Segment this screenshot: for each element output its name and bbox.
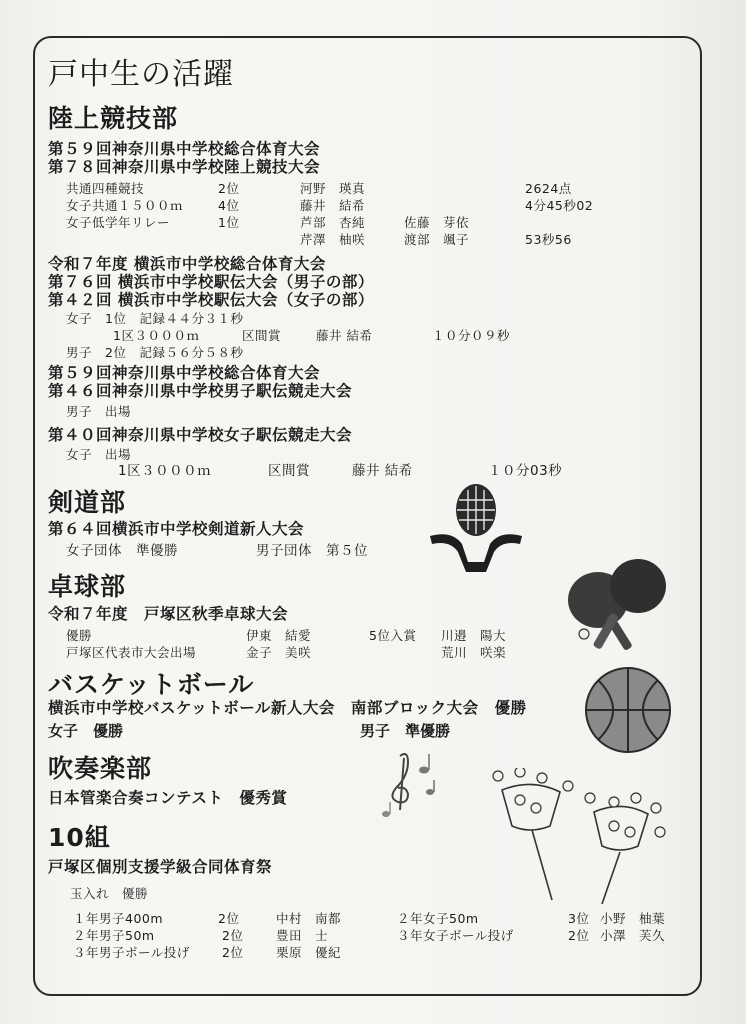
ekiden-girls-section: 1区３０００ｍ <box>113 328 200 343</box>
class10-heading: 10組 <box>48 823 111 852</box>
girls-name: 藤井 結希 <box>352 463 413 479</box>
result-record: 53秒56 <box>525 232 572 247</box>
tabletennis-event: 令和７年度 戸塚区秋季卓球大会 <box>48 605 289 623</box>
tamaire-basket-icon <box>490 768 670 908</box>
page-title: 戸中生の活躍 <box>48 57 234 92</box>
left-place: 2位 <box>222 945 244 960</box>
kendo-boys-result: 男子団体 第５位 <box>256 543 368 559</box>
basketball-event: 横浜市中学校バスケットボール新人大会 南部ブロック大会 優勝 <box>48 699 527 717</box>
left-name: 豊田 士 <box>276 928 329 943</box>
result-cat: 共通四種競技 <box>66 181 145 196</box>
result-name2: 佐藤 芽依 <box>404 215 470 230</box>
ekiden-boys-result: 男子 2位 記録５６分５８秒 <box>66 345 244 360</box>
band-heading: 吹奏楽部 <box>48 754 153 783</box>
kendo-event: 第６４回横浜市中学校剣道新人大会 <box>48 520 305 538</box>
result-place: 1位 <box>218 215 240 230</box>
tt-top5-name1: 川邉 陽大 <box>441 628 507 643</box>
result-name: 芦部 杏純 <box>300 215 366 230</box>
boys-entry: 男子 出場 <box>66 404 132 419</box>
result-record: 2624点 <box>525 181 572 196</box>
athletics-event5-line1: 第５９回神奈川県中学校総合体育大会 <box>48 364 321 382</box>
tt-row2-label: 戸塚区代表市大会出場 <box>66 645 197 660</box>
basketball-girls-result: 女子 優勝 <box>48 722 124 740</box>
left-cat: ２年男子50m <box>73 928 155 943</box>
tt-row2-names: 金子 美咲 <box>246 645 312 660</box>
result-place: 2位 <box>218 181 240 196</box>
left-name: 栗原 優紀 <box>276 945 342 960</box>
athletics-event3: 第７６回 横浜市中学校駅伝大会（男子の部） <box>48 273 374 291</box>
athletics-event2: 令和７年度 横浜市中学校総合体育大会 <box>48 255 326 273</box>
right-place: 2位 <box>568 928 590 943</box>
left-cat: ３年男子ボール投げ <box>73 945 190 960</box>
result-place: 4位 <box>218 198 240 213</box>
athletics-heading: 陸上競技部 <box>48 104 179 133</box>
left-name: 中村 南都 <box>276 911 342 926</box>
basketball-boys-result: 男子 準優勝 <box>360 722 451 740</box>
ekiden-girls-time: １０分０９秒 <box>432 328 511 343</box>
right-name: 小澤 芙久 <box>600 928 666 943</box>
music-note-icon <box>378 748 442 832</box>
athletics-event6: 第４０回神奈川県中学校女子駅伝競走大会 <box>48 426 353 444</box>
result-name: 藤井 結希 <box>300 198 366 213</box>
tt-top5-name2: 荒川 咲楽 <box>441 645 507 660</box>
tt-row1-names: 伊東 結愛 <box>246 628 312 643</box>
left-place: 2位 <box>218 911 240 926</box>
kendo-helmet-icon <box>428 482 524 578</box>
girls-entry: 女子 出場 <box>66 447 132 462</box>
athletics-event1-line1: 第５９回神奈川県中学校総合体育大会 <box>48 140 321 158</box>
athletics-event1-line2: 第７８回神奈川県中学校陸上競技大会 <box>48 158 321 176</box>
girls-section: 1区３０００ｍ <box>118 463 212 479</box>
result-cat: 女子低学年リレー <box>66 215 171 230</box>
kendo-heading: 剣道部 <box>48 488 127 517</box>
right-cat: ２年女子50m <box>397 911 479 926</box>
girls-prize: 区間賞 <box>268 463 310 479</box>
class10-event: 戸塚区個別支援学級合同体育祭 <box>48 858 273 876</box>
right-name: 小野 柚葉 <box>600 911 666 926</box>
athletics-event5-line2: 第４６回神奈川県中学校男子駅伝競走大会 <box>48 382 353 400</box>
kendo-girls-result: 女子団体 準優勝 <box>66 543 178 559</box>
band-event: 日本管楽合奏コンテスト 優秀賞 <box>48 789 288 807</box>
result-name: 芹澤 柚咲 <box>300 232 366 247</box>
result-cat: 女子共通１５００ｍ <box>66 198 184 213</box>
basketball-icon <box>582 664 674 756</box>
result-name: 河野 瑛真 <box>300 181 366 196</box>
right-place: 3位 <box>568 911 590 926</box>
girls-time: １０分03秒 <box>488 463 563 479</box>
result-record: 4分45秒02 <box>525 198 594 213</box>
tt-top5-label: 5位入賞 <box>369 628 417 643</box>
basketball-heading: バスケットボール <box>48 670 255 699</box>
ekiden-girls-name: 藤井 結希 <box>316 328 373 343</box>
tabletennis-heading: 卓球部 <box>48 572 127 601</box>
result-name2: 渡部 颯子 <box>404 232 470 247</box>
tamaire-result: 玉入れ 優勝 <box>70 886 149 901</box>
left-cat: １年男子400m <box>73 911 164 926</box>
tt-row1-label: 優勝 <box>66 628 93 643</box>
athletics-event4: 第４２回 横浜市中学校駅伝大会（女子の部） <box>48 291 374 309</box>
ekiden-girls-result: 女子 1位 記録４４分３１秒 <box>66 311 244 326</box>
ping-pong-paddles-icon <box>562 552 670 660</box>
ekiden-girls-prize: 区間賞 <box>242 328 282 343</box>
right-cat: ３年女子ボール投げ <box>397 928 514 943</box>
left-place: 2位 <box>222 928 244 943</box>
